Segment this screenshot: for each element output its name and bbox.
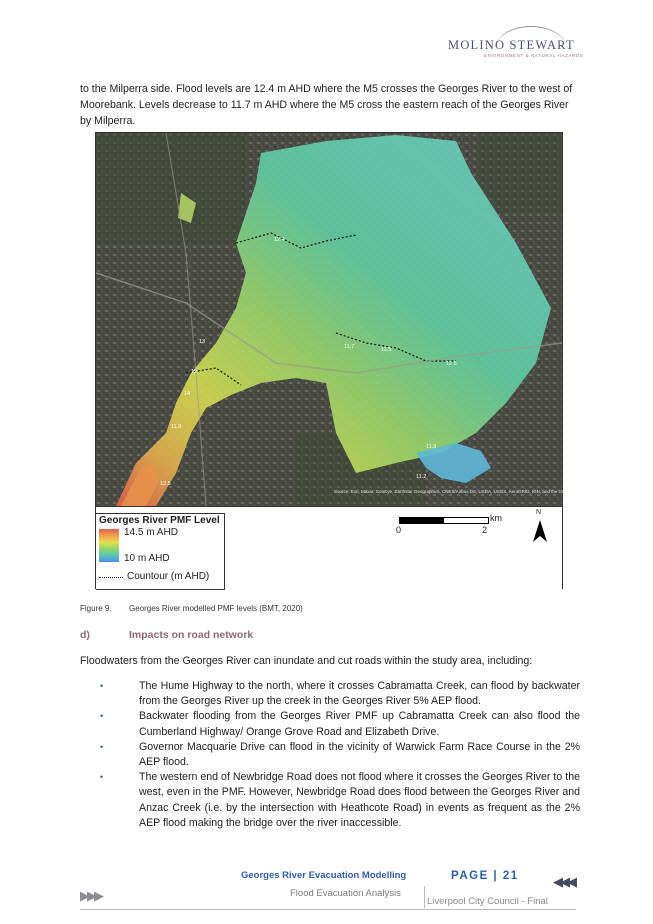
footer-divider xyxy=(424,886,425,908)
list-item xyxy=(80,679,580,709)
section-letter: d) xyxy=(80,629,90,641)
legend-contour-line xyxy=(99,577,123,578)
legend-contour-label: Countour (m AHD) xyxy=(127,571,210,582)
logo-name: MOLINO STEWART xyxy=(448,38,575,52)
contour-label: 14 xyxy=(184,391,191,397)
section-title: Impacts on road network xyxy=(129,629,254,641)
footer-rule xyxy=(80,909,576,910)
map-legend-strip xyxy=(96,506,562,589)
contour-label: 11.9 xyxy=(426,444,437,450)
list-item-text: The western end of Newbridge Road does not flood where it crosses the Georges River to the west, even in the PMF. However, Newbridge Road does flood between the Georges River and Anzac Creek (i.e. by the intersection with Heathcote Road) in events as frequent as the 2% AEP flood making the bridge over the river inaccessible. xyxy=(139,771,580,829)
list-item xyxy=(80,740,580,770)
contour-label: 11.8 xyxy=(171,424,182,430)
legend-color-ramp xyxy=(99,529,119,562)
list-item xyxy=(80,770,580,831)
legend-high-label: 14.5 m AHD xyxy=(124,527,178,538)
scale-unit: km xyxy=(490,513,502,523)
legend-low-label: 10 m AHD xyxy=(124,553,170,564)
contour-label: 11.2 xyxy=(416,474,427,480)
bullet-icon: • xyxy=(100,711,104,722)
figure-number: Figure 9. xyxy=(80,604,112,613)
contour-label: 13 xyxy=(199,339,206,345)
list-item xyxy=(80,709,580,739)
contour-label: 12.5 xyxy=(160,481,171,487)
section-heading xyxy=(80,629,253,641)
bullet-icon: • xyxy=(100,681,104,691)
logo-tagline: ENVIRONMENT & NATURAL HAZARDS xyxy=(484,53,584,58)
list-item-text: Backwater flooding from the Georges River PMF up Cabramatta Creek can also flood the Cumberland Highway/ Orange Grove Road and Elizabeth Drive. xyxy=(139,710,580,738)
bullet-icon: • xyxy=(100,741,104,752)
north-label: N xyxy=(536,509,542,516)
intro-paragraph: to the Milperra side. Flood levels are 12.4 m AHD where the M5 crosses the Georges River to the west of Moorebank. Levels decrease to 11.7 m AHD where the M5 cross the eastern reach of the Georges River by Milperra. xyxy=(80,83,573,128)
footer-doc-title: Georges River Evacuation Modelling xyxy=(241,870,407,881)
forward-arrows-icon: ▶▶▶ xyxy=(80,888,101,903)
contour-label: 11.5 xyxy=(381,347,392,353)
contour-label: 11.7 xyxy=(344,344,355,350)
lead-paragraph: Floodwaters from the Georges River can inundate and cut roads within the study area, including: xyxy=(80,655,533,667)
green-area-1 xyxy=(96,133,246,243)
contour-label: 12 xyxy=(191,369,198,375)
contour-label: 12.4 xyxy=(274,237,285,243)
figure-caption xyxy=(80,604,303,613)
contour-label: 12.5 xyxy=(446,361,457,367)
legend-title: Georges River PMF Level xyxy=(99,515,220,526)
list-item-text: Governor Macquarie Drive can flood in the vicinity of Warwick Farm Race Course in the 2% AEP flood. xyxy=(139,740,580,769)
list-item-text: The Hume Highway to the north, where it crosses Cabramatta Creek, can flood by backwater from the Georges River up the creek in the Georges River 5% AEP flood. xyxy=(139,680,580,708)
footer-client: Liverpool City Council - Final xyxy=(427,896,548,907)
road-impact-list xyxy=(80,679,580,831)
flood-map-figure xyxy=(95,132,602,589)
footer-page-number: PAGE | 21 xyxy=(451,870,519,882)
back-arrows-icon: ◀◀◀ xyxy=(553,874,574,889)
map-attribution: Source: Esri, Maxar, GeoEye, Earthstar Geographics, CNES/Airbus DS, USDA, USGS, AeroGRID, IGN, and the GIS User Community xyxy=(334,489,602,494)
bullet-icon: • xyxy=(100,772,104,783)
scale-zero: 0 xyxy=(396,525,402,535)
scale-two: 2 xyxy=(482,525,488,535)
flood-map xyxy=(96,133,602,506)
company-logo xyxy=(440,26,584,60)
scale-bar xyxy=(399,517,489,524)
map-legend xyxy=(96,513,225,590)
north-arrow-icon xyxy=(530,509,550,547)
footer-doc-subtitle: Flood Evacuation Analysis xyxy=(290,888,401,899)
figure-caption-text: Georges River modelled PMF levels (BMT, 2020) xyxy=(129,604,303,613)
